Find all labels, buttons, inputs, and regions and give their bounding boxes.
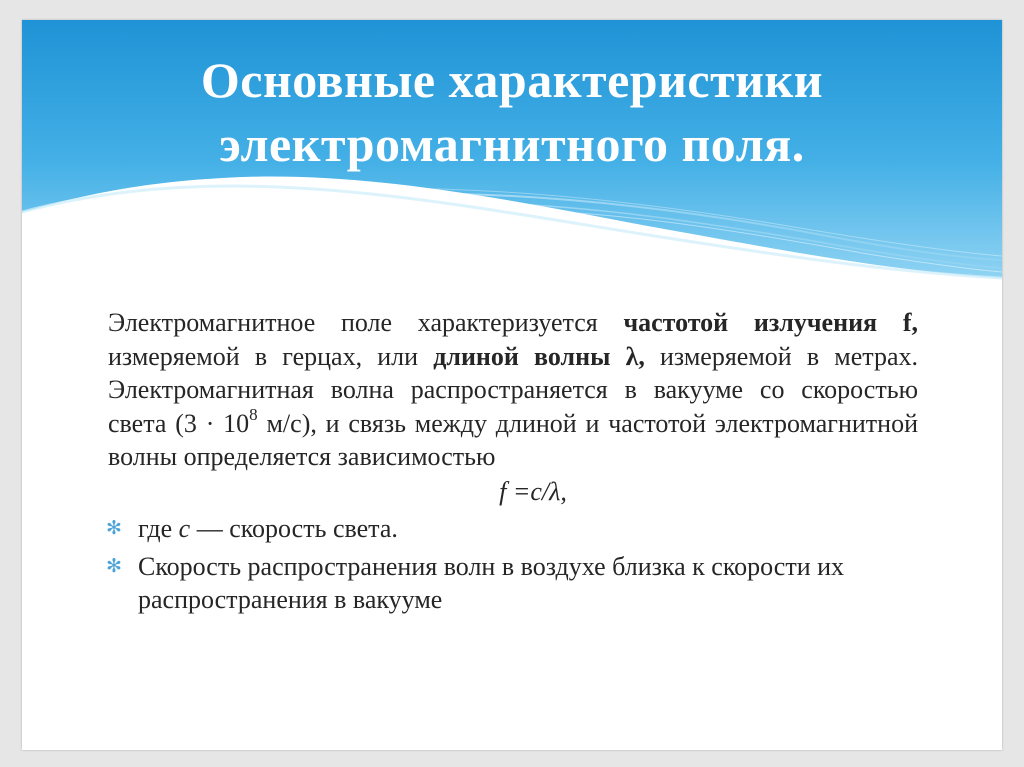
content-body — [108, 306, 918, 617]
para-exponent: 8 — [249, 404, 258, 424]
header-banner — [22, 20, 1002, 300]
para-text-3: измеряемой в метрах. Электромагнитная волна распространяется в вакууме со скоростью света (3 · 10 — [108, 341, 918, 438]
para-text-1: Электромагнитное поле характеризуется — [108, 308, 624, 337]
asterisk-bullet-icon: ✻ — [106, 554, 122, 577]
para-text-4: м/с), и связь между длиной и частотой электромагнитной волны определяется зависимостью — [108, 408, 918, 471]
bullet-2-text: Скорость распространения волн в воздухе близка к скорости их распространения в вакууме — [138, 551, 845, 614]
slide — [22, 20, 1002, 750]
bullet-1-var: c — [178, 514, 191, 543]
bullet-1-pre: где — [138, 514, 179, 543]
page-title — [22, 48, 1002, 176]
asterisk-bullet-icon: ✻ — [106, 517, 122, 539]
para-bold-wavelength: длиной волны λ, — [433, 341, 645, 371]
bullet-item-1 — [108, 512, 918, 546]
bullet-1-post: — скорость света. — [190, 514, 398, 543]
para-text-2: измеряемой в герцах, или — [108, 341, 434, 371]
main-paragraph — [108, 306, 918, 474]
title-line-1: Основные характеристики — [200, 52, 824, 108]
formula: f =c/λ, — [499, 476, 567, 506]
para-bold-frequency: частотой излучения f, — [623, 308, 918, 337]
title-line-2: электромагнитного поля. — [219, 116, 805, 172]
bullet-item-2 — [108, 550, 918, 617]
bullet-list — [108, 512, 918, 617]
